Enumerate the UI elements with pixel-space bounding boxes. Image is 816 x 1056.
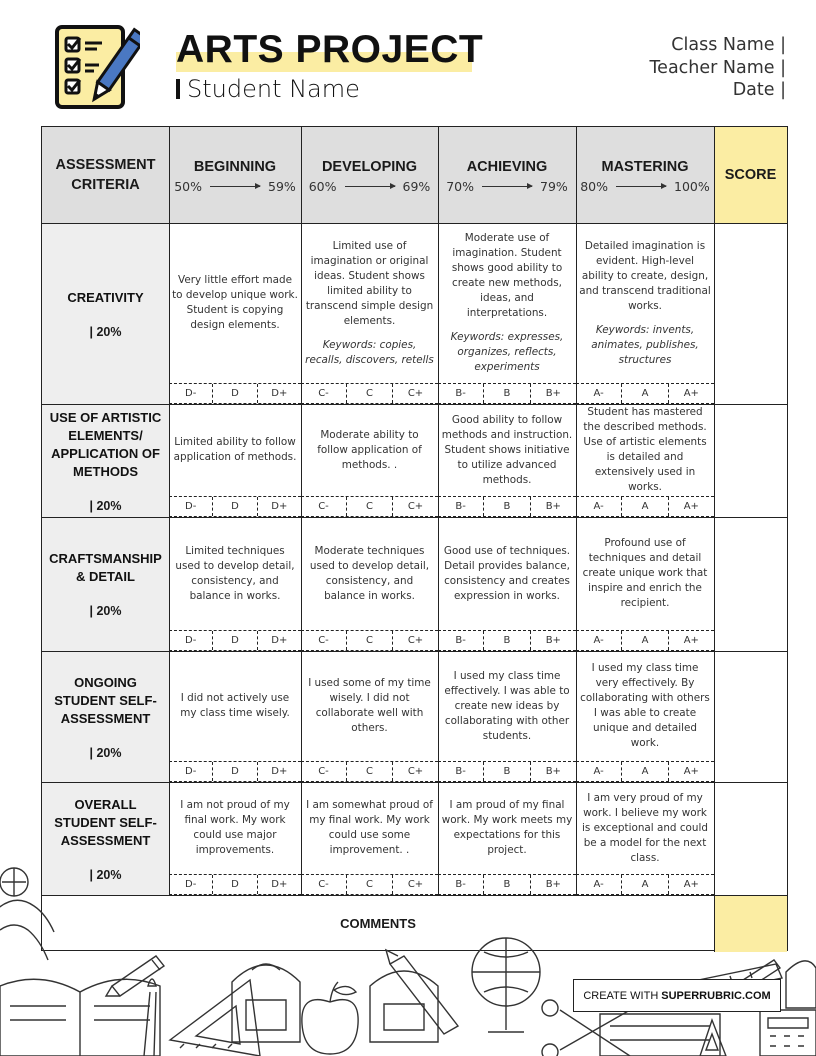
- row-divider: [42, 517, 787, 518]
- level-header-beginning: [169, 127, 301, 223]
- grade-option[interactable]: C-: [318, 766, 329, 777]
- student-name-text: Student Name: [187, 75, 360, 103]
- open-book-doodle: [0, 979, 160, 1056]
- grade-option[interactable]: A: [621, 384, 667, 403]
- student-name-bar: [176, 79, 180, 99]
- grade-option[interactable]: C: [346, 497, 392, 516]
- date-field: Date |: [732, 80, 786, 100]
- grade-option[interactable]: D+: [257, 875, 301, 894]
- descriptor-text: I am proud of my final work. My work meets my expectations for this project.: [441, 799, 573, 856]
- descriptor-keywords: Keywords: invents, animates, publishes, structures: [591, 323, 699, 366]
- grade-options: [301, 496, 438, 517]
- grade-option[interactable]: D-: [185, 635, 197, 646]
- grade-options: [301, 383, 438, 404]
- rubric-table: [41, 126, 788, 951]
- descriptor-text: I used some of my time wisely. I did not collaborate well with others.: [308, 677, 431, 734]
- calculator-doodle: [760, 1010, 816, 1056]
- range-to: 100%: [674, 178, 710, 194]
- descriptor-cell: [438, 404, 576, 496]
- grade-option[interactable]: A+: [668, 631, 714, 650]
- grade-option[interactable]: A+: [668, 875, 714, 894]
- range-from: 80%: [580, 178, 609, 194]
- comments-cell[interactable]: COMMENTS: [340, 916, 416, 931]
- grade-option[interactable]: C: [346, 762, 392, 781]
- teacher-name-field: Teacher Name |: [649, 57, 786, 78]
- grade-option[interactable]: A-: [593, 388, 604, 399]
- descriptor-text: Good use of techniques. Detail provides balance, consistency and creates expression in works.: [443, 544, 571, 602]
- grade-option[interactable]: B: [483, 631, 529, 650]
- descriptor-text: I used my class time very effectively. By collaborating with others I was able to create unique and detailed work.: [580, 662, 710, 749]
- grade-option[interactable]: A-: [593, 766, 604, 777]
- grade-option[interactable]: A+: [668, 762, 714, 781]
- grade-option[interactable]: A-: [593, 501, 604, 512]
- grade-options: [301, 630, 438, 651]
- grade-option[interactable]: B: [483, 875, 529, 894]
- grade-options: [169, 761, 301, 782]
- row-divider: [42, 223, 787, 224]
- grade-option[interactable]: C-: [318, 879, 329, 890]
- grade-option[interactable]: D-: [185, 501, 197, 512]
- credit-prefix: CREATE WITH: [583, 989, 659, 1002]
- grade-option[interactable]: B+: [530, 762, 576, 781]
- criterion-name: CREATIVITY: [67, 289, 144, 305]
- grade-option[interactable]: A-: [593, 879, 604, 890]
- grade-option[interactable]: A: [621, 762, 667, 781]
- column-divider: [714, 127, 715, 952]
- criterion-cell: [42, 517, 169, 651]
- grade-option[interactable]: D-: [185, 388, 197, 399]
- superrubric-credit[interactable]: [573, 979, 781, 1012]
- grade-option[interactable]: B+: [530, 384, 576, 403]
- descriptor-cell: [301, 517, 438, 630]
- grade-option[interactable]: B: [483, 497, 529, 516]
- grade-options: [438, 761, 576, 782]
- descriptor-text: Profound use of techniques and detail create unique work that inspire and enrich the recipient.: [582, 537, 708, 609]
- score-header: SCORE: [714, 127, 787, 223]
- column-divider: [301, 127, 302, 895]
- grade-option[interactable]: A+: [668, 384, 714, 403]
- descriptor-text: Limited techniques used to develop detail, consistency, and balance in works.: [175, 544, 295, 602]
- level-range: [309, 179, 431, 194]
- grade-option[interactable]: B-: [455, 501, 466, 512]
- descriptor-cell: [301, 223, 438, 383]
- pencil-2-doodle: [386, 950, 458, 1034]
- row-divider: [42, 782, 787, 783]
- column-divider: [576, 127, 577, 895]
- descriptor-cell: [576, 223, 714, 383]
- criterion-weight: | 20%: [89, 498, 122, 513]
- grade-option[interactable]: C: [346, 875, 392, 894]
- globe-left-doodle: [0, 868, 54, 960]
- criteria-header-label: ASSESSMENT CRITERIA: [55, 157, 156, 193]
- criterion-weight: | 20%: [89, 604, 122, 618]
- pencil-doodle: [106, 956, 164, 996]
- bag-doodle: [786, 961, 816, 1008]
- checklist-pencil-icon: [54, 24, 140, 112]
- criterion-cell: [42, 651, 169, 782]
- range-from: 50%: [174, 178, 202, 194]
- descriptor-cell: [576, 651, 714, 761]
- descriptor-text: I am somewhat proud of my final work. My work could use some improvement. .: [306, 799, 433, 856]
- criterion-cell: [42, 223, 169, 404]
- level-range: [580, 179, 710, 194]
- descriptor-text: I used my class time effectively. I was able to create new ideas by collaborating with other students.: [444, 669, 570, 742]
- grade-option[interactable]: B+: [530, 875, 576, 894]
- grade-options: [576, 761, 714, 782]
- score-cell[interactable]: [714, 651, 787, 782]
- grade-option[interactable]: C+: [392, 384, 438, 403]
- range-from: 70%: [446, 178, 474, 194]
- descriptor-text: Moderate use of imagination. Student shows good ability to create new methods, ideas, and interpretations.: [451, 232, 563, 319]
- level-header-achieving: [438, 127, 576, 223]
- grade-option[interactable]: B+: [530, 631, 576, 650]
- student-name: [176, 75, 360, 103]
- grade-options: [438, 383, 576, 404]
- descriptor-cell: [169, 517, 301, 630]
- descriptor-text: Very little effort made to develop unique work. Student is copying design elements.: [172, 274, 298, 331]
- criterion-name: OVERALL STUDENT SELF-ASSESSMENT: [54, 796, 157, 848]
- title-block: [176, 28, 483, 72]
- grade-option[interactable]: B-: [455, 388, 466, 399]
- grade-option[interactable]: C-: [318, 635, 329, 646]
- grade-option[interactable]: C-: [318, 388, 329, 399]
- grade-option[interactable]: C+: [392, 875, 438, 894]
- grade-option[interactable]: D+: [257, 631, 301, 650]
- score-cell[interactable]: [714, 223, 787, 404]
- grade-option[interactable]: C+: [392, 631, 438, 650]
- descriptor-text: Good ability to follow methods and instruction. Student shows initiative to utilize advanced methods.: [441, 413, 573, 486]
- range-to: 59%: [268, 178, 296, 194]
- descriptor-cell: [301, 404, 438, 496]
- level-name: BEGINNING: [193, 158, 277, 175]
- grade-option[interactable]: B-: [455, 766, 466, 777]
- descriptor-cell: [576, 517, 714, 630]
- level-header-developing: [301, 127, 438, 223]
- criterion-weight: | 20%: [89, 324, 122, 339]
- class-info: [649, 34, 786, 102]
- descriptor-text: I did not actively use my class time wisely.: [180, 692, 290, 719]
- range-arrow-icon: [616, 186, 666, 187]
- column-divider: [169, 127, 170, 895]
- score-cell[interactable]: [714, 404, 787, 517]
- criterion-weight: | 20%: [89, 745, 122, 760]
- descriptor-text: Moderate techniques used to develop detail, consistency, and balance in works.: [309, 544, 430, 602]
- descriptor-text: I am not proud of my final work. My work could use major improvements.: [180, 799, 290, 856]
- level-name: DEVELOPING: [321, 158, 418, 175]
- descriptor-cell: [169, 651, 301, 761]
- descriptor-cell: [438, 517, 576, 630]
- grade-option[interactable]: D+: [257, 762, 301, 781]
- grade-option[interactable]: B+: [530, 497, 576, 516]
- grade-option[interactable]: B-: [455, 635, 466, 646]
- grade-options: [169, 496, 301, 517]
- row-divider: [42, 404, 787, 405]
- apple-doodle: [302, 982, 358, 1054]
- level-range: [174, 179, 296, 194]
- level-range: [446, 179, 568, 194]
- range-to: 69%: [402, 178, 431, 194]
- credit-brand: SUPERRUBRIC.COM: [661, 989, 771, 1002]
- range-arrow-icon: [345, 186, 395, 187]
- descriptor-text: I am very proud of my work. I believe my work is exceptional and could be a model for the next class.: [582, 791, 708, 864]
- backpack-doodle: [232, 964, 300, 1042]
- grade-option[interactable]: C: [346, 631, 392, 650]
- criterion-name: ONGOING STUDENT SELF-ASSESSMENT: [54, 674, 157, 726]
- criterion-weight: | 20%: [89, 867, 122, 882]
- grade-option[interactable]: A: [621, 497, 667, 516]
- grade-options: [169, 630, 301, 651]
- class-name-field: Class Name |: [671, 35, 786, 55]
- criterion-name: USE OF ARTISTIC ELEMENTS/ APPLICATION OF METHODS: [49, 409, 162, 479]
- column-divider: [438, 127, 439, 895]
- grade-options: [576, 496, 714, 517]
- paintbrush-doodle: [144, 979, 156, 1056]
- range-arrow-icon: [482, 186, 532, 187]
- descriptor-cell: [438, 223, 576, 383]
- grade-options: [301, 761, 438, 782]
- criterion-cell: [42, 404, 169, 517]
- grade-option[interactable]: B: [483, 762, 529, 781]
- descriptor-cell: [169, 404, 301, 496]
- grade-option[interactable]: A: [621, 875, 667, 894]
- grade-options: [438, 630, 576, 651]
- criterion-name: CRAFTSMANSHIP & DETAIL: [49, 551, 162, 584]
- grade-option[interactable]: D+: [257, 497, 301, 516]
- grade-option[interactable]: A-: [593, 635, 604, 646]
- school-supplies-doodles: [0, 860, 816, 1056]
- score-cell[interactable]: [714, 517, 787, 651]
- criteria-header: [42, 127, 169, 223]
- level-header-mastering: [576, 127, 714, 223]
- grade-option[interactable]: A+: [668, 497, 714, 516]
- grade-option[interactable]: D: [212, 631, 256, 650]
- grade-option[interactable]: D-: [185, 766, 197, 777]
- descriptor-text: Moderate ability to follow application of methods. .: [317, 428, 422, 471]
- grade-option[interactable]: D: [212, 497, 256, 516]
- level-name: MASTERING: [601, 158, 689, 175]
- grade-option[interactable]: D: [212, 384, 256, 403]
- page-title: ARTS PROJECT: [176, 28, 484, 71]
- grade-option[interactable]: C+: [392, 497, 438, 516]
- descriptor-cell: [301, 651, 438, 761]
- grade-option[interactable]: B: [483, 384, 529, 403]
- descriptor-cell: [169, 223, 301, 383]
- grade-options: [576, 630, 714, 651]
- descriptor-text: Limited ability to follow application of methods.: [173, 436, 297, 463]
- grade-option[interactable]: D+: [257, 384, 301, 403]
- descriptor-text: Detailed imagination is evident. High-level ability to create, design, and transcend traditional works.: [579, 239, 711, 312]
- grade-options: [169, 383, 301, 404]
- grade-option[interactable]: C: [346, 384, 392, 403]
- descriptor-text: Limited use of imagination or original ideas. Student shows limited ability to transcend simple design elements.: [305, 239, 434, 327]
- descriptor-cell: [438, 651, 576, 761]
- descriptor-cell: [576, 404, 714, 496]
- grade-option[interactable]: D: [212, 762, 256, 781]
- descriptor-keywords: Keywords: expresses, organizes, reflects, experiments: [450, 331, 564, 373]
- grade-option[interactable]: C+: [392, 762, 438, 781]
- grade-option[interactable]: C-: [318, 501, 329, 512]
- descriptor-text: Student has mastered the described methods. Use of artistic elements is detailed and extensively used in works.: [583, 406, 707, 493]
- grade-options: [576, 383, 714, 404]
- level-name: ACHIEVING: [466, 158, 548, 175]
- row-divider: [42, 651, 787, 652]
- grade-option[interactable]: B-: [455, 879, 466, 890]
- grade-options: [438, 496, 576, 517]
- globe-doodle: [472, 938, 540, 1032]
- grade-option[interactable]: D-: [185, 879, 197, 890]
- range-arrow-icon: [210, 186, 260, 187]
- grade-option[interactable]: D: [212, 875, 256, 894]
- range-to: 79%: [540, 178, 568, 194]
- grade-option[interactable]: A: [621, 631, 667, 650]
- descriptor-keywords: Keywords: copies, recalls, discovers, retells: [305, 338, 434, 366]
- range-from: 60%: [308, 178, 337, 194]
